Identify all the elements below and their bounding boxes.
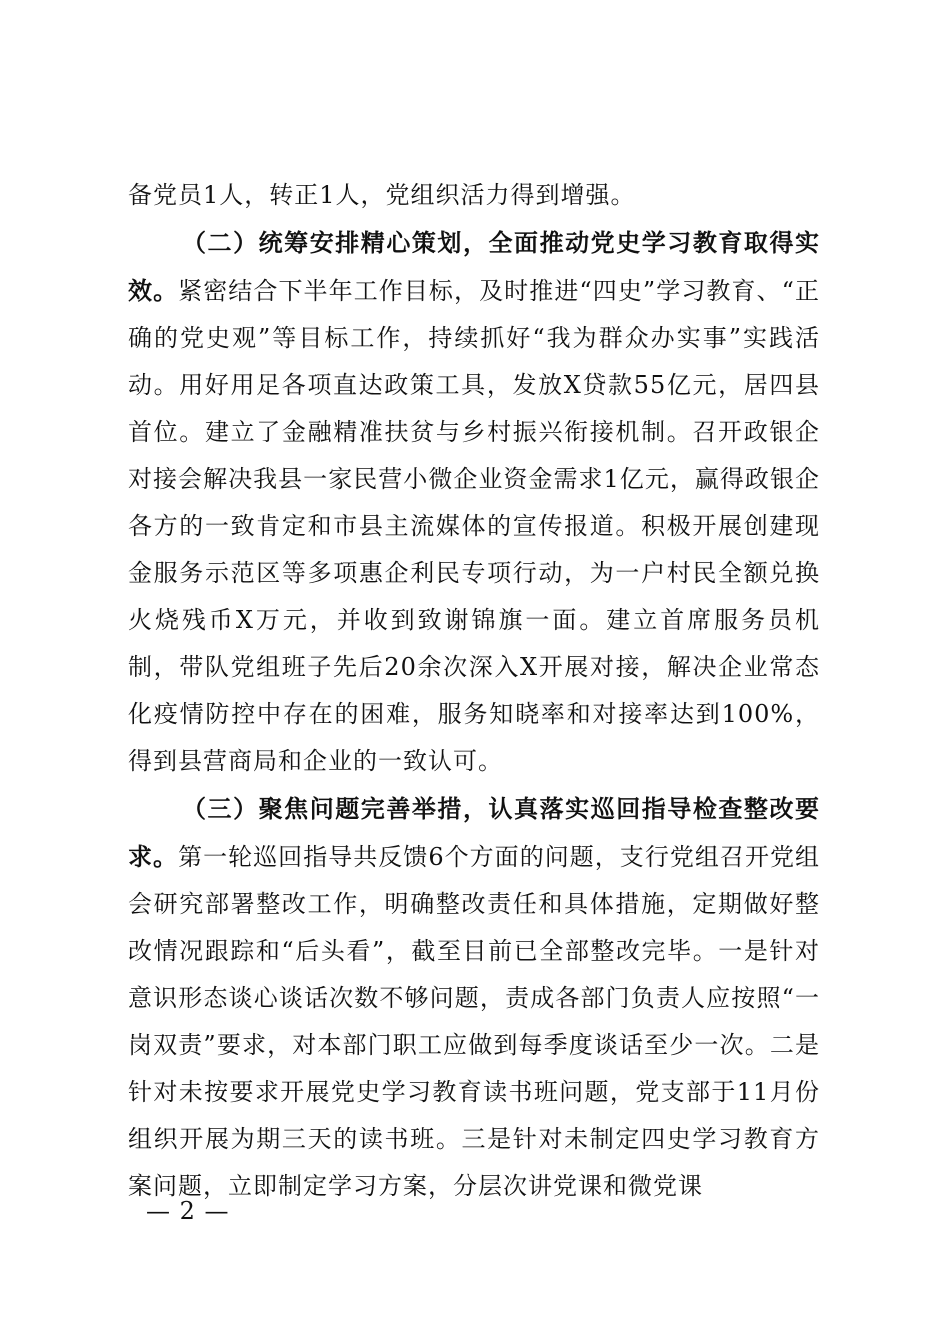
section-three-heading: （三）聚焦问题完善举措，认真落实巡回指导检查整改要求。 — [128, 794, 820, 871]
document-body — [128, 172, 820, 1210]
section-three-paragraph — [128, 785, 820, 1210]
paragraph-continuation — [128, 172, 820, 219]
paragraph-text: 备党员1人，转正1人，党组织活力得到增强。 — [128, 181, 636, 209]
section-three-text: 第一轮巡回指导共反馈6个方面的问题，支行党组召开党组会研究部署整改工作，明确整改责任和具体措施，定期做好整改情况跟踪和“后头看”，截至目前已全部整改完毕。一是针对意识形态谈心谈话次数不够问题，责成各部门负责人应按照“一岗双责”要求，对本部门职工应做到每季度谈话至少一次。二是针对未按要求开展党史学习教育读书班问题，党支部于11月份组织开展为期三天的读书班。三是针对未制定四史学习教育方案问题，立即制定学习方案，分层次讲党课和微党课 — [128, 843, 820, 1200]
section-two-paragraph — [128, 219, 820, 785]
page-number: — 2 — — [146, 1197, 230, 1225]
section-two-text: 紧密结合下半年工作目标，及时推进“四史”学习教育、“正确的党史观”等目标工作，持续抓好“我为群众办实事”实践活动。用好用足各项直达政策工具，发放X贷款55亿元，居四县首位。建立了金融精准扶贫与乡村振兴衔接机制。召开政银企对接会解决我县一家民营小微企业资金需求1亿元，赢得政银企各方的一致肯定和市县主流媒体的宣传报道。积极开展创建现金服务示范区等多项惠企利民专项行动，为一户村民全额兑换火烧残币X万元，并收到致谢锦旗一面。建立首席服务员机制，带队党组班子先后20余次深入X开展对接，解决企业常态化疫情防控中存在的困难，服务知晓率和对接率达到100%，得到县营商局和企业的一致认可。 — [128, 277, 820, 775]
section-two-heading: （二）统筹安排精心策划，全面推动党史学习教育取得实效。 — [128, 228, 820, 305]
